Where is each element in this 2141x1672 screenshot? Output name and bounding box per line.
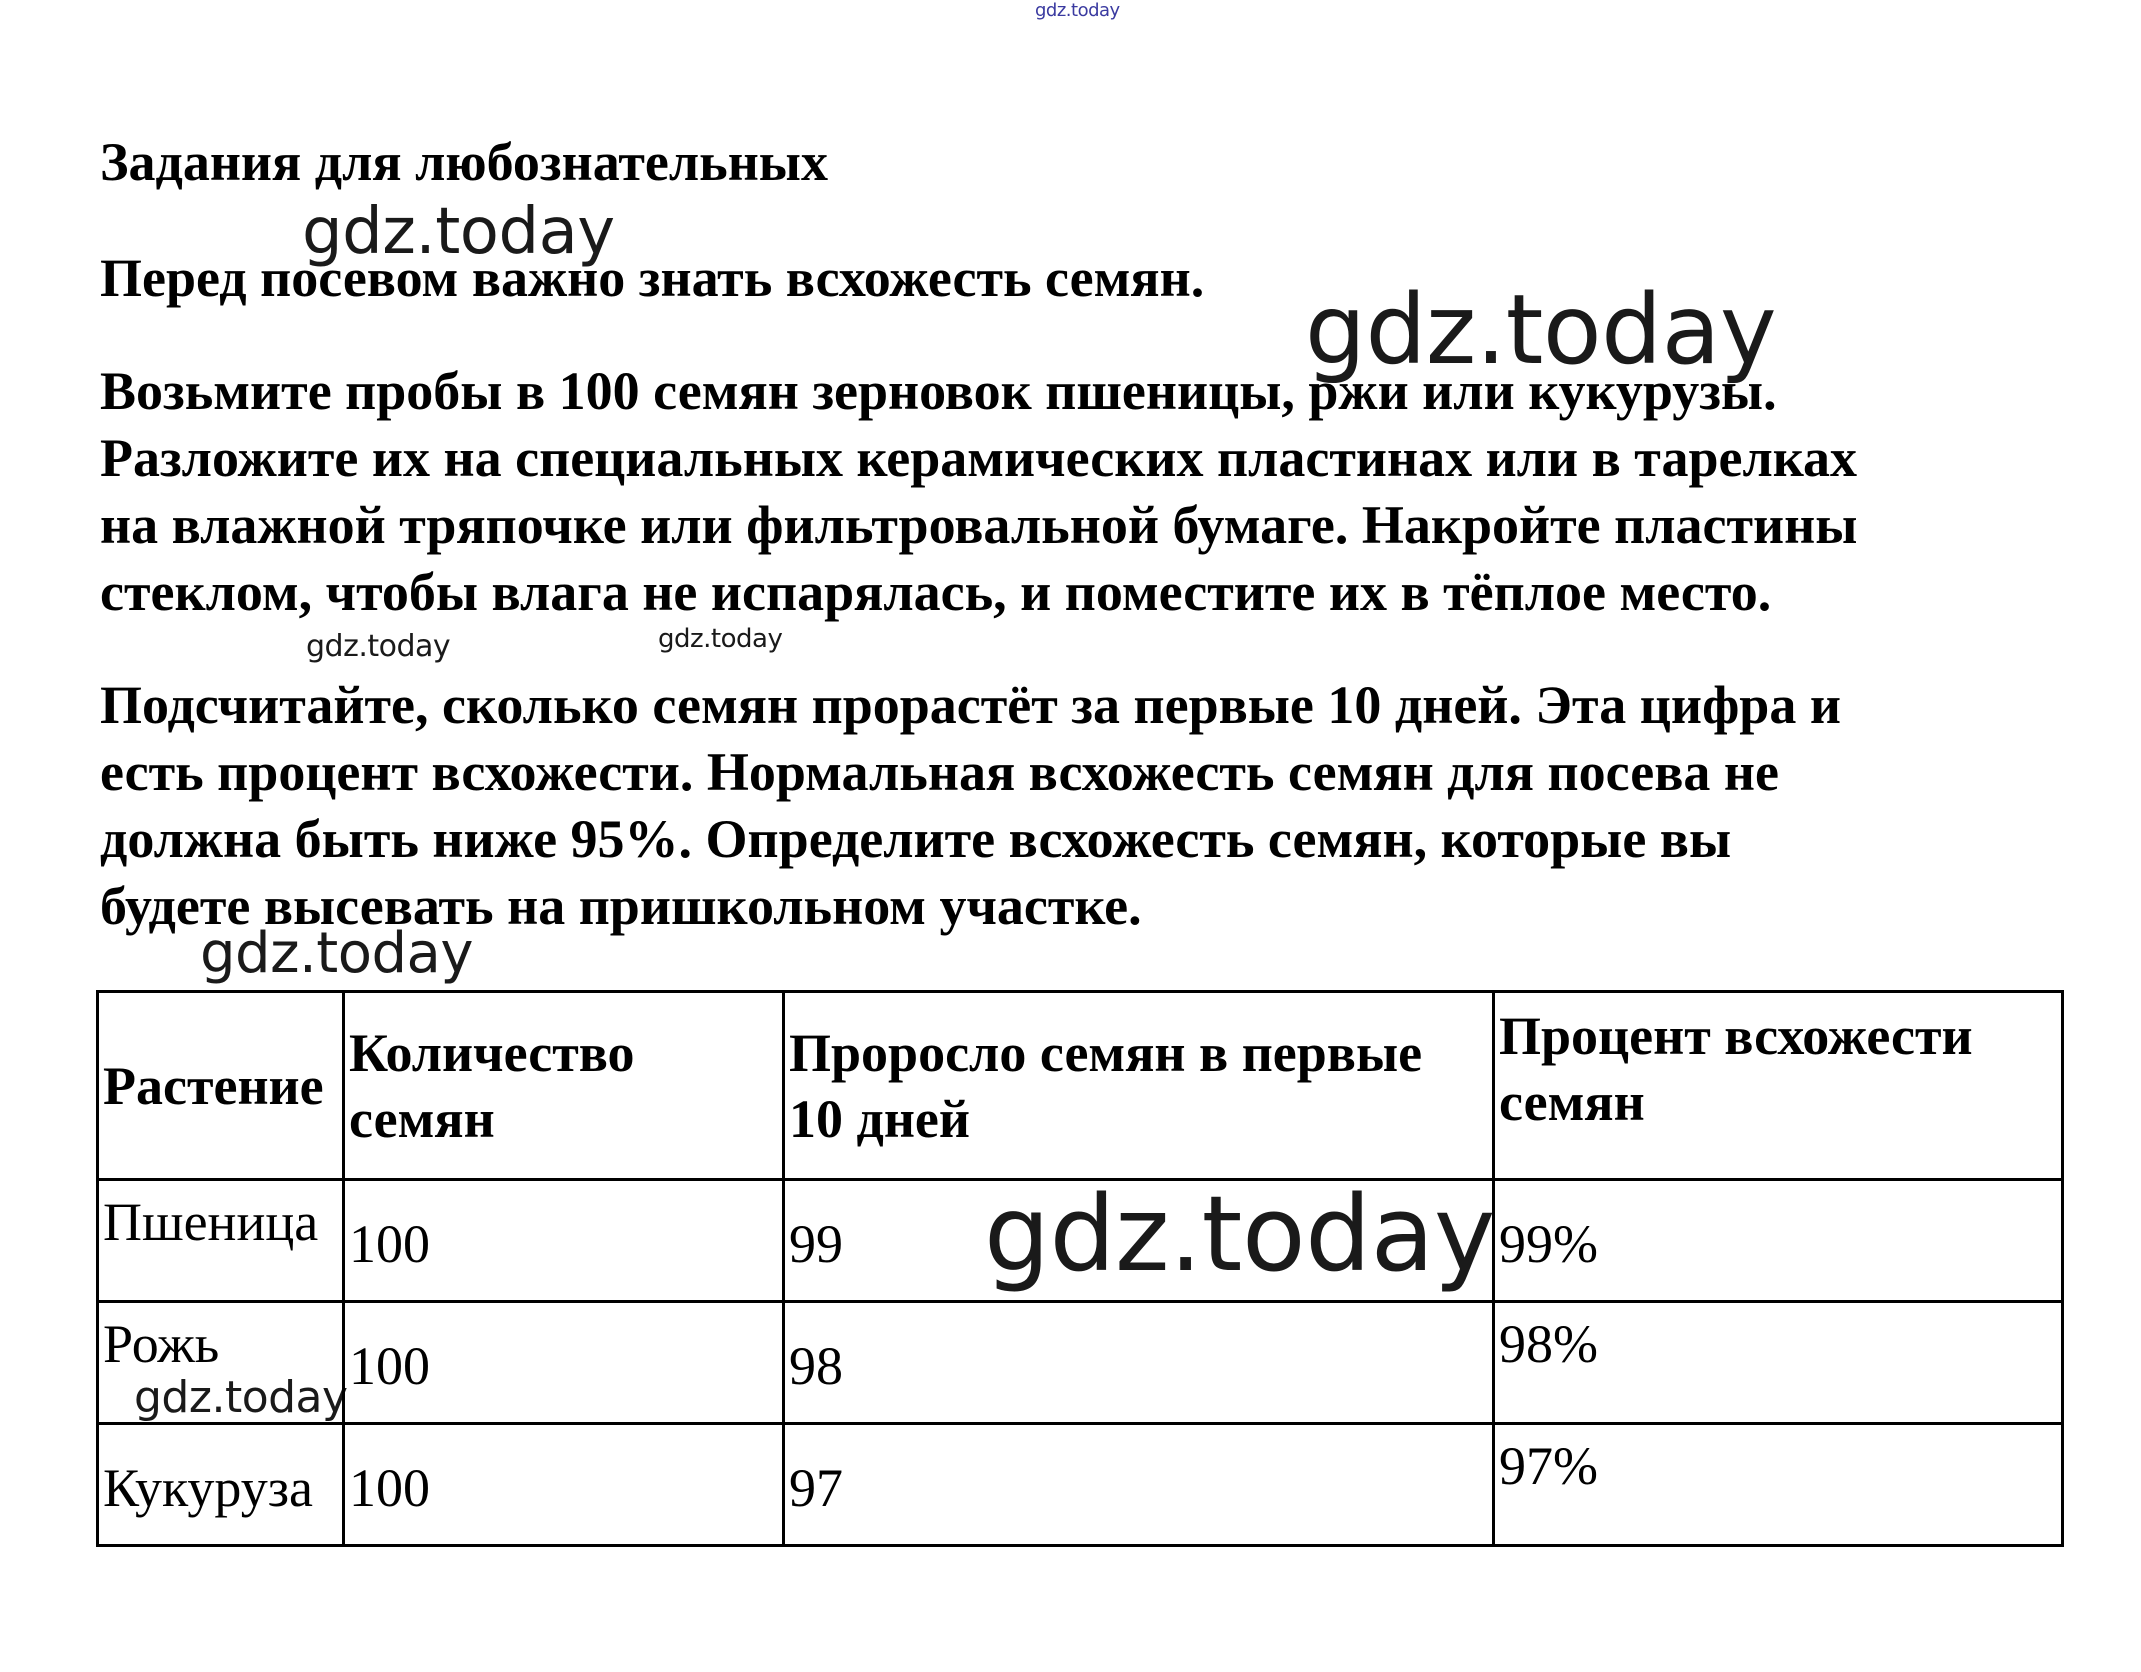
cell-plant: Пшеница (98, 1180, 344, 1302)
header-plant: Растение (98, 992, 344, 1180)
watermark-6: gdz.today (984, 1173, 1495, 1295)
watermark-1: gdz.today (302, 195, 615, 269)
cell-count: 100 (344, 1302, 784, 1424)
table-row (98, 1180, 2063, 1302)
cell-sprouted: 99 (784, 1180, 1494, 1302)
paragraph-line: Подсчитайте, сколько семян прорастёт за первые 10 дней. Эта цифра и (100, 675, 1841, 735)
paragraph-line: Разложите их на специальных керамических пластинах или в тарелках (100, 428, 1858, 488)
paragraph-intro (100, 245, 2060, 312)
cell-percent: 97% (1494, 1424, 2063, 1546)
watermark-7: gdz.today (134, 1372, 348, 1423)
table-row (98, 1302, 2063, 1424)
paragraph-line: есть процент всхожести. Нормальная всхожесть семян для посева не (100, 742, 1779, 802)
cell-sprouted: 97 (784, 1424, 1494, 1546)
paragraph-line: стеклом, чтобы влага не испарялась, и поместите их в тёплое место. (100, 562, 1772, 622)
cell-count: 100 (344, 1180, 784, 1302)
cell-plant: Рожь (98, 1302, 344, 1424)
paragraph-line: должна быть ниже 95%. Определите всхожесть семян, которые вы (100, 809, 1732, 869)
watermark-5: gdz.today (200, 921, 474, 986)
paragraph-line: на влажной тряпочке или фильтровальной бумаге. Накройте пластины (100, 495, 1858, 555)
paragraph-line: Перед посевом важно знать всхожесть семян. (100, 248, 1205, 308)
paragraph-count (100, 672, 2060, 940)
watermark-2: gdz.today (1305, 274, 1777, 386)
paragraph-instructions (100, 358, 2060, 626)
cell-sprouted: 98 (784, 1302, 1494, 1424)
watermark-4: gdz.today (658, 624, 783, 654)
cell-plant: Кукуруза (98, 1424, 344, 1546)
paragraph-line: будете высевать на пришкольном участке. (100, 876, 1142, 936)
watermark-3: gdz.today (306, 629, 451, 664)
table-header-row (98, 992, 2063, 1180)
table-row (98, 1424, 2063, 1546)
germination-table (96, 990, 2064, 1547)
cell-percent: 98% (1494, 1302, 2063, 1424)
cell-count: 100 (344, 1424, 784, 1546)
section-heading: Задания для любознательных (100, 132, 828, 192)
header-count: Количество семян (344, 992, 784, 1180)
paragraph-line: Возьмите пробы в 100 семян зерновок пшеницы, ржи или кукурузы. (100, 361, 1777, 421)
watermark-top: gdz.today (1035, 0, 1120, 21)
header-sprouted: Проросло семян в первые 10 дней (784, 992, 1494, 1180)
header-percent: Процент всхожести семян (1494, 992, 2063, 1180)
cell-percent: 99% (1494, 1180, 2063, 1302)
